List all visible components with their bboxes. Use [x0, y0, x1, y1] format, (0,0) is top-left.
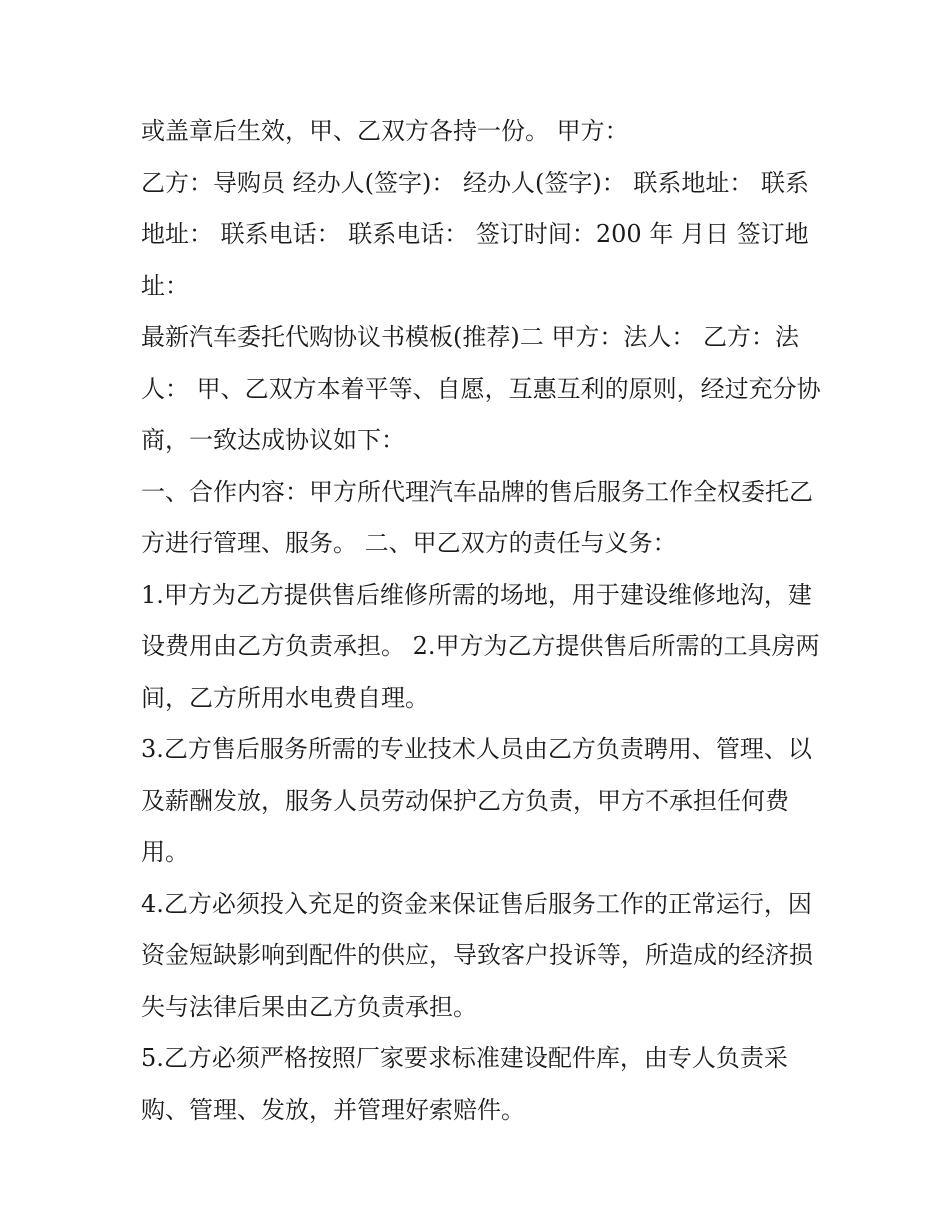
paragraph-clause-4: 4.乙方必须投入充足的资金来保证售后服务工作的正常运行，因资金短缺影响到配件的供应，导致客户投诉等，所造成的经济损失与法律后果由乙方负责承担。 — [141, 889, 813, 1021]
paragraph-cooperation-content: 一、合作内容：甲方所代理汽车品牌的售后服务工作全权委托乙方进行管理、服务。 二、甲乙双方的责任与义务： — [141, 477, 813, 557]
paragraph-clause-1-2: 1.甲方为乙方提供售后维修所需的场地，用于建设维修地沟，建设费用由乙方负责承担。 2.甲方为乙方提供售后所需的工具房两间，乙方所用水电费自理。 — [141, 580, 820, 712]
paragraph-clause-5: 5.乙方必须严格按照厂家要求标准建设配件库，由专人负责采购、管理、发放，并管理好索赔件。 — [141, 1044, 788, 1124]
paragraph-signing-effect: 或盖章后生效，甲、乙双方各持一份。 甲方： — [141, 117, 629, 145]
document-body — [141, 106, 821, 1136]
paragraph-agreement-two-intro: 最新汽车委托代购协议书模板(推荐)二 甲方：法人： 乙方：法人： 甲、乙双方本着平等、自愿，互惠互利的原则，经过充分协商，一致达成协议如下： — [141, 323, 821, 454]
paragraph-party-b-signatures: 乙方：导购员 经办人(签字)： 经办人(签字)： 联系地址： 联系地址： 联系电话： 联系电话： 签订时间：200 年 月日 签订地址： — [141, 168, 809, 300]
paragraph-clause-3: 3.乙方售后服务所需的专业技术人员由乙方负责聘用、管理、以及薪酬发放，服务人员劳动保护乙方负责，甲方不承担任何费用。 — [141, 735, 812, 866]
